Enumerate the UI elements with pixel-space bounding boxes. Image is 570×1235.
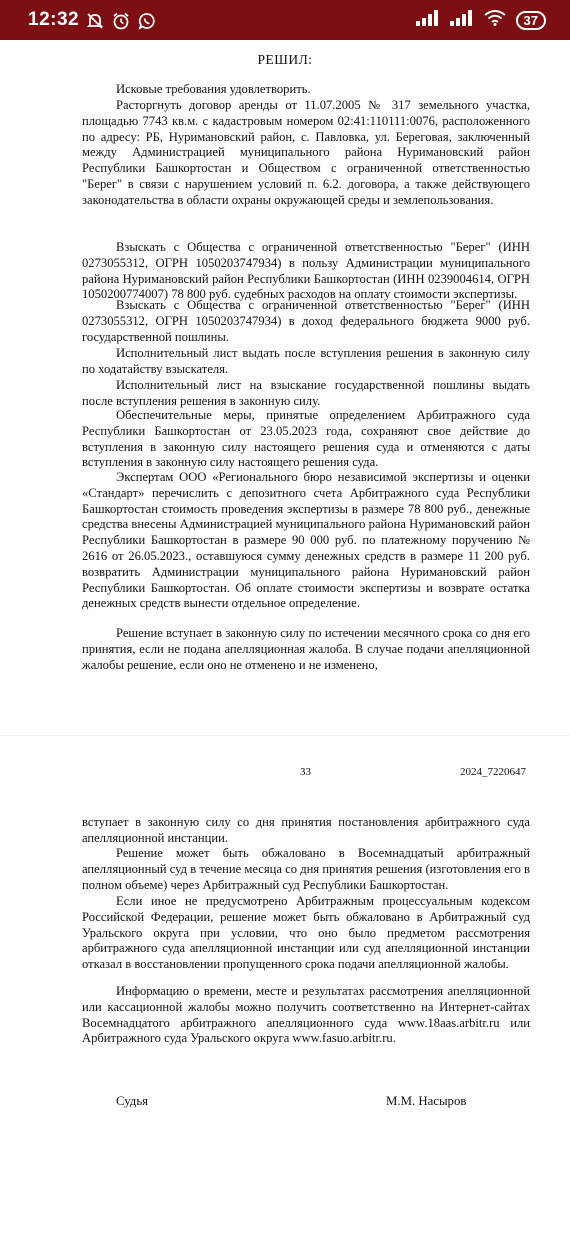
paragraph: Информацию о времени, месте и результатах рассмотрения апелляционной или кассационной жалобы можно получить соответственно на Интернет-сайтах Восемнадцатого арбитражного апелляционного суда www.18aas.arbitr.ru или Арбитражного суда Уральского округа www.fasuo.arbitr.ru. [82,984,530,1046]
paragraph: Исковые требования удовлетворить. [116,82,311,96]
paragraph: Взыскать с Общества с ограниченной ответственностью "Берег" (ИНН 0273055312, ОГРН 1050203747934) в пользу Администрации муниципального района Нуримановский район Республики Башкортостан (ИНН 0239004614, ОГРН 1050200774007) 78 800 руб. судебных расходов на оплату стоимости экспертизы. [82,240,530,302]
signature-role: Судья [116,1094,149,1108]
document-code: 2024_7220647 [460,766,526,778]
paragraph: Решение может быть обжаловано в Восемнадцатый арбитражный апелляционный суд в течение месяца со дня принятия решения (изготовления его в полном объеме) через Арбитражный суд Республики Башкортостан. [82,846,530,892]
status-right [416,10,546,30]
wifi-icon [484,10,506,31]
paragraph: Взыскать с Общества с ограниченной ответственностью "Берег" (ИНН 0273055312, ОГРН 1050203747934) в доход федерального бюджета 9000 руб. государственной пошлины. [82,298,530,344]
status-time: 12:32 [28,9,80,30]
paragraph: Решение вступает в законную силу по истечении месячного срока со дня его принятия, если не подана апелляционная жалоба. В случае подачи апелляционной жалобы решение, если оно не отменено и не изменено, [82,626,530,672]
muted-notifications-icon [86,12,104,30]
battery-icon: 37 [516,11,546,30]
signal-icon-2 [450,10,474,31]
paragraph: Исполнительный лист выдать после вступления решения в законную силу по ходатайству взыскателя. [82,346,530,376]
document-title: РЕШИЛ: [257,52,313,67]
status-bar [0,0,570,40]
alarm-icon [112,12,130,30]
paragraph: Если иное не предусмотрено Арбитражным процессуальным кодексом Российской Федерации, решение может быть обжаловано в Арбитражный суд Уральского округа при условии, что оно было предметом рассмотрения арбитражного суда апелляционной инстанции или суд апелляционной инстанции отказал в восстановлении пропущенного срока подачи апелляционной жалобы. [82,894,530,972]
paragraph: Расторгнуть договор аренды от 11.07.2005 № 317 земельного участка, площадью 7743 кв.м. с кадастровым номером 02:41:110111:0076, расположенного по адресу: РБ, Нуримановский район, с. Павловка, ул. Береговая, заключенный между Администрацией муниципального района Нуримановский район Республики Башкортостан и Обществом с ограниченной ответственностью "Берег" в связи с нарушением условий п. 6.2. договора, а также действующего законодательства в области охраны окружающей среды и землепользования. [82,98,530,207]
whatsapp-icon [138,12,156,30]
page-break [0,735,570,736]
paragraph: Экспертам ООО «Регионального бюро независимой экспертизы и оценки «Стандарт» перечислить с депозитного счета Арбитражного суда Республики Башкортостан стоимость проведения экспертизы в размере 78 800 руб., денежные средства внесены Администрацией муниципального района Нуримановский район Республики Башкортостан в размере 90 000 руб. по платежному поручению № 2616 от 26.05.2023., оставшуюся сумму денежных средств в размере 11 200 руб. возвратить Администрации муниципального района Нуримановский район Республики Башкортостан. Об оплате стоимости экспертизы и возврате остатка денежных средств вынести отдельное определение. [82,470,530,611]
signature-name: М.М. Насыров [386,1094,467,1108]
signal-icon [416,10,440,31]
paragraph: вступает в законную силу со дня принятия постановления арбитражного суда апелляционной инстанции. [82,815,530,845]
page-number: 33 [300,766,311,778]
paragraph: Исполнительный лист на взыскание государственной пошлины выдать после вступления решения в законную силу. [82,378,530,408]
paragraph: Обеспечительные меры, принятые определением Арбитражного суда Республики Башкортостан от 23.05.2023 года, сохраняют свое действие до вступления в законную силу настоящего решения суда и отменяются с даты вступления в законную силу настоящего решения суда. [82,408,530,470]
